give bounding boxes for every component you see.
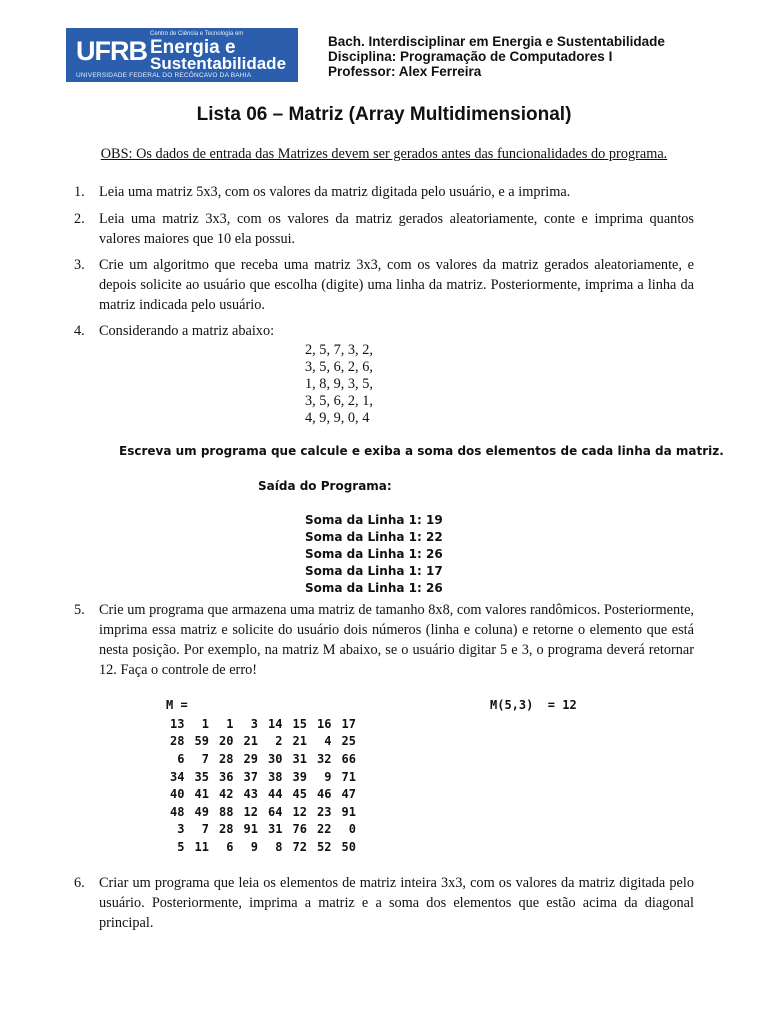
q4-output-label: Saída do Programa: [258,479,392,493]
matrix-row [160,821,356,839]
matrix-cell: 37 [243,769,258,784]
matrix-cell: 4 [324,734,332,749]
q5-text: Crie um programa que armazena uma matriz de tamanho 8x8, com valores randômicos. Posteriormente, imprima essa matriz e solicite do usuário dois números (linha e coluna) e retorne o elemento que está nesta posição. Por exemplo, na matriz M abaixo, se o usuário digitar 5 e 3, o programa deverá retornar 12. Faça o controle de erro! [99,602,694,678]
matrix-cell: 7 [201,822,209,837]
matrix-cell: 91 [243,822,258,837]
matrix-cell: 20 [219,734,234,749]
matrix-cell: 35 [194,769,209,784]
matrix-cell: 3 [177,822,185,837]
q1-text: Leia uma matriz 5x3, com os valores da matriz digitada pelo usuário, e a imprima. [99,184,571,200]
matrix-cell: 46 [317,787,332,802]
matrix-cell: 31 [268,822,283,837]
matrix-cell: 28 [219,751,234,766]
q4-output-line: Soma da Linha 1: 26 [305,581,443,595]
q4-task: Escreva um programa que calcule e exiba a soma dos elementos de cada linha da matriz. [119,444,724,458]
q5-matrix-label: M = [166,698,188,712]
matrix-cell: 43 [243,787,258,802]
matrix-cell: 52 [317,839,332,854]
q6-text: Criar um programa que leia os elementos de matriz inteira 3x3, com os valores da matriz digitada pelo usuário. Posteriormente, imprima a matriz e a soma dos elementos que estão acima da diagonal principal. [99,875,694,931]
logo-ufrb-text: UFRB [76,36,147,66]
matrix-cell: 38 [268,769,283,784]
professor-name: Professor: Alex Ferreira [328,64,482,79]
matrix-cell: 49 [194,804,209,819]
q4-matrix-row: 3, 5, 6, 2, 6, [305,359,373,375]
matrix-cell: 64 [268,804,283,819]
logo-sustentabilidade-text: Sustentabilidade [150,54,287,73]
matrix-cell: 32 [317,751,332,766]
matrix-row [160,838,356,856]
q4-matrix-row: 4, 9, 9, 0, 4 [305,410,370,426]
obs-note: OBS: Os dados de entrada das Matrizes devem ser gerados antes das funcionalidades do programa. [100,146,668,162]
matrix-cell: 28 [170,734,185,749]
matrix-cell: 15 [292,716,307,731]
page-title: Lista 06 – Matriz (Array Multidimensional) [196,104,572,125]
q4-text: Considerando a matriz abaixo: [99,323,275,339]
discipline-name: Disciplina: Programação de Computadores I [328,49,613,64]
matrix-row [160,715,356,733]
ufrb-logo [66,28,298,82]
matrix-cell: 91 [341,804,356,819]
q4-matrix-row: 2, 5, 7, 3, 2, [305,342,373,358]
matrix-cell: 1 [201,716,209,731]
matrix-cell: 12 [243,804,258,819]
matrix-cell: 13 [170,716,185,731]
matrix-cell: 40 [170,787,185,802]
matrix-cell: 8 [275,839,283,854]
matrix-cell: 14 [268,716,283,731]
matrix-cell: 0 [348,822,356,837]
matrix-cell: 30 [268,751,283,766]
matrix-row [160,733,356,751]
logo-university-text: UNIVERSIDADE FEDERAL DO RECÔNCAVO DA BAHIA [76,72,252,79]
matrix-row [160,803,356,821]
matrix-cell: 76 [292,822,307,837]
matrix-row [160,785,356,803]
matrix-cell: 22 [317,822,332,837]
matrix-cell: 5 [177,839,185,854]
matrix-cell: 59 [194,734,209,749]
q4-output-line: Soma da Linha 1: 22 [305,530,443,544]
q4-output-line: Soma da Linha 1: 26 [305,547,443,561]
q4-matrix-row: 1, 8, 9, 3, 5, [305,376,373,392]
matrix-cell: 48 [170,804,185,819]
matrix-cell: 23 [317,804,332,819]
matrix-cell: 36 [219,769,234,784]
q2-text: Leia uma matriz 3x3, com os valores da matriz gerados aleatoriamente, conte e imprima quantos valores maiores que 10 ela possui. [99,211,694,247]
q4-output-line: Soma da Linha 1: 17 [305,564,443,578]
matrix-cell: 47 [341,787,356,802]
matrix-cell: 12 [292,804,307,819]
q3-number: 3. [74,257,85,273]
q3-text: Crie um algoritmo que receba uma matriz 3x3, com os valores da matriz gerados aleatoriamente, e depois solicite ao usuário que escolha (digite) uma linha da matriz. Posteriormente, imprima a linha da matriz indicada pelo usuário. [99,257,694,313]
matrix-cell: 6 [226,839,234,854]
matrix-cell: 50 [341,839,356,854]
matrix-cell: 42 [219,787,234,802]
q5-number: 5. [74,602,85,618]
matrix-cell: 21 [292,734,307,749]
q1-number: 1. [74,184,85,200]
matrix-cell: 6 [177,751,185,766]
matrix-cell: 41 [194,787,209,802]
matrix-cell: 66 [341,751,356,766]
matrix-cell: 29 [243,751,258,766]
q4-number: 4. [74,323,85,339]
matrix-cell: 1 [226,716,234,731]
matrix-cell: 16 [317,716,332,731]
matrix-cell: 45 [292,787,307,802]
matrix-row [160,768,356,786]
q4-output-line: Soma da Linha 1: 19 [305,513,443,527]
q4-matrix-row: 3, 5, 6, 2, 1, [305,393,373,409]
matrix-cell: 71 [341,769,356,784]
matrix-cell: 31 [292,751,307,766]
matrix-cell: 72 [292,839,307,854]
q5-matrix-table [160,715,356,856]
matrix-cell: 9 [324,769,332,784]
logo-energia-text: Energia e [150,37,236,58]
matrix-cell: 3 [250,716,258,731]
q5-result: M(5,3) = 12 [490,698,577,712]
matrix-cell: 17 [341,716,356,731]
matrix-cell: 28 [219,822,234,837]
matrix-cell: 21 [243,734,258,749]
matrix-cell: 2 [275,734,283,749]
matrix-cell: 7 [201,751,209,766]
matrix-cell: 34 [170,769,185,784]
q2-number: 2. [74,211,85,227]
matrix-cell: 39 [292,769,307,784]
q6-number: 6. [74,875,85,891]
matrix-cell: 44 [268,787,283,802]
matrix-row [160,750,356,768]
course-name: Bach. Interdisciplinar em Energia e Sustentabilidade [328,34,665,49]
logo-center-text: Centro de Ciência e Tecnologia em [150,31,244,37]
matrix-cell: 25 [341,734,356,749]
matrix-cell: 88 [219,804,234,819]
matrix-cell: 11 [194,839,209,854]
header-info [328,34,665,79]
matrix-cell: 9 [250,839,258,854]
